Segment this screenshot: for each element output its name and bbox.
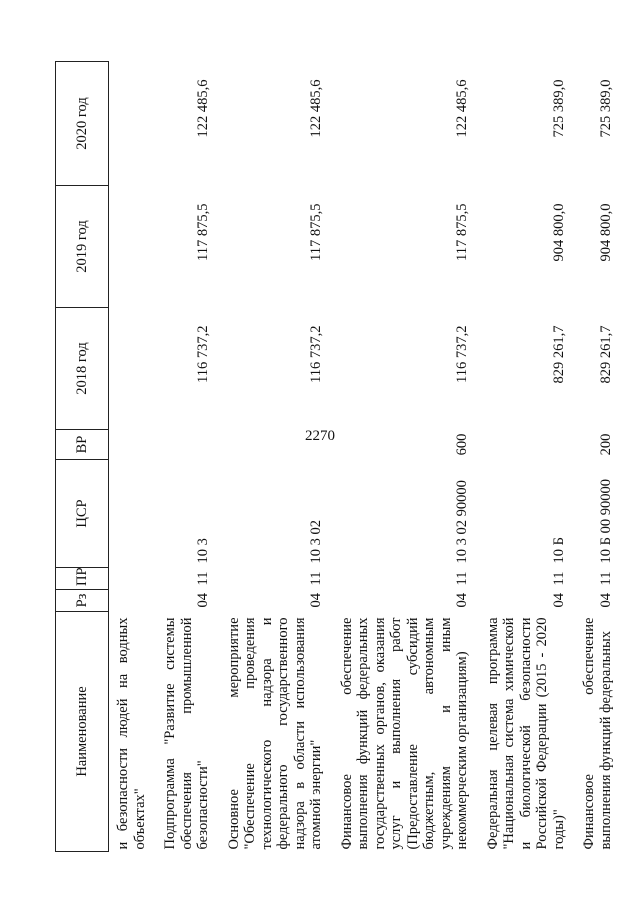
header-2018: 2018 год: [56, 308, 109, 430]
table-row: [479, 62, 576, 852]
row-2018: [109, 308, 157, 430]
row-2019: 904 800,0: [597, 203, 614, 262]
row-pr: 11: [454, 571, 470, 586]
row-rz: [109, 590, 157, 612]
header-vr: ВР: [56, 430, 109, 460]
row-2019: [109, 186, 157, 308]
row-vr: [156, 430, 220, 460]
row-pr: [109, 568, 157, 590]
table-row: [156, 62, 220, 852]
row-rz: 04: [597, 593, 614, 608]
row-2019: 904 800,0: [550, 203, 567, 262]
row-2018: 116 737,2: [308, 325, 324, 383]
row-2019: 117 875,5: [454, 203, 470, 261]
budget-table: [55, 61, 622, 852]
table-row: [333, 62, 479, 852]
row-vr: [220, 430, 333, 460]
row-vr: [109, 430, 157, 460]
row-name: Федеральная целевая программа "Национальная система химической и биологической безопасности Российской Федерации (2015 - 2020 годы)": [484, 617, 567, 850]
row-name: и безопасности людей на водных объектах": [115, 617, 148, 850]
row-csr: 10 3 02: [308, 520, 324, 564]
row-name: Финансовое обеспечение выполнения функций федеральных государственных органов, оказания услуг и выполнения работ (Предоставление субсидий бюджетным, автономным учреждениям и иным некоммерческим организациям): [338, 617, 470, 850]
row-pr: 11: [195, 571, 211, 586]
header-name: Наименование: [56, 612, 109, 852]
header-pr: ПР: [56, 568, 109, 590]
header-rz: Рз: [56, 590, 109, 612]
row-name: Основное мероприятие "Обеспечение проведения технологического надзора и федерального государственного надзора в области использования атомной энергии": [225, 617, 324, 850]
row-vr: 600: [454, 433, 470, 456]
table-row: [220, 62, 333, 852]
row-pr: 11: [308, 571, 324, 586]
row-csr: [109, 460, 157, 568]
row-name: Подпрограмма "Развитие системы обеспечения промышленной безопасности": [162, 617, 211, 850]
header-2019: 2019 год: [56, 186, 109, 308]
row-2020: 122 485,6: [195, 79, 211, 138]
row-2018: 116 737,2: [195, 325, 211, 383]
header-2020: 2020 год: [56, 62, 109, 186]
table-row: [109, 62, 157, 852]
row-csr: 10 Б 00 90000: [597, 479, 614, 564]
header-row: [56, 62, 109, 852]
row-rz: 04: [550, 593, 567, 608]
page-number: 2270: [305, 428, 335, 444]
table-row: [575, 62, 622, 852]
row-2020: [109, 62, 157, 186]
row-2020: 122 485,6: [454, 79, 470, 138]
row-csr: 10 3: [195, 538, 211, 564]
row-rz: 04: [454, 593, 470, 608]
row-vr: [479, 430, 576, 460]
row-2020: 725 389,0: [597, 79, 614, 138]
row-pr: 11: [597, 571, 614, 586]
row-name: Финансовое обеспечение выполнения функций федеральных: [581, 617, 614, 850]
row-vr: 200: [597, 433, 614, 456]
row-2019: 117 875,5: [195, 203, 211, 261]
row-2018: 116 737,2: [454, 325, 470, 383]
row-2018: 829 261,7: [550, 325, 567, 384]
row-rz: 04: [308, 593, 324, 608]
row-csr: 10 Б: [550, 537, 567, 564]
row-2018: 829 261,7: [597, 325, 614, 384]
row-2020: 725 389,0: [550, 79, 567, 138]
row-rz: 04: [195, 593, 211, 608]
row-2019: 117 875,5: [308, 203, 324, 261]
row-pr: 11: [550, 571, 567, 586]
row-csr: 10 3 02 90000: [454, 480, 470, 564]
header-csr: ЦСР: [56, 460, 109, 568]
row-2020: 122 485,6: [308, 79, 324, 138]
rotated-page-content: [55, 62, 614, 852]
